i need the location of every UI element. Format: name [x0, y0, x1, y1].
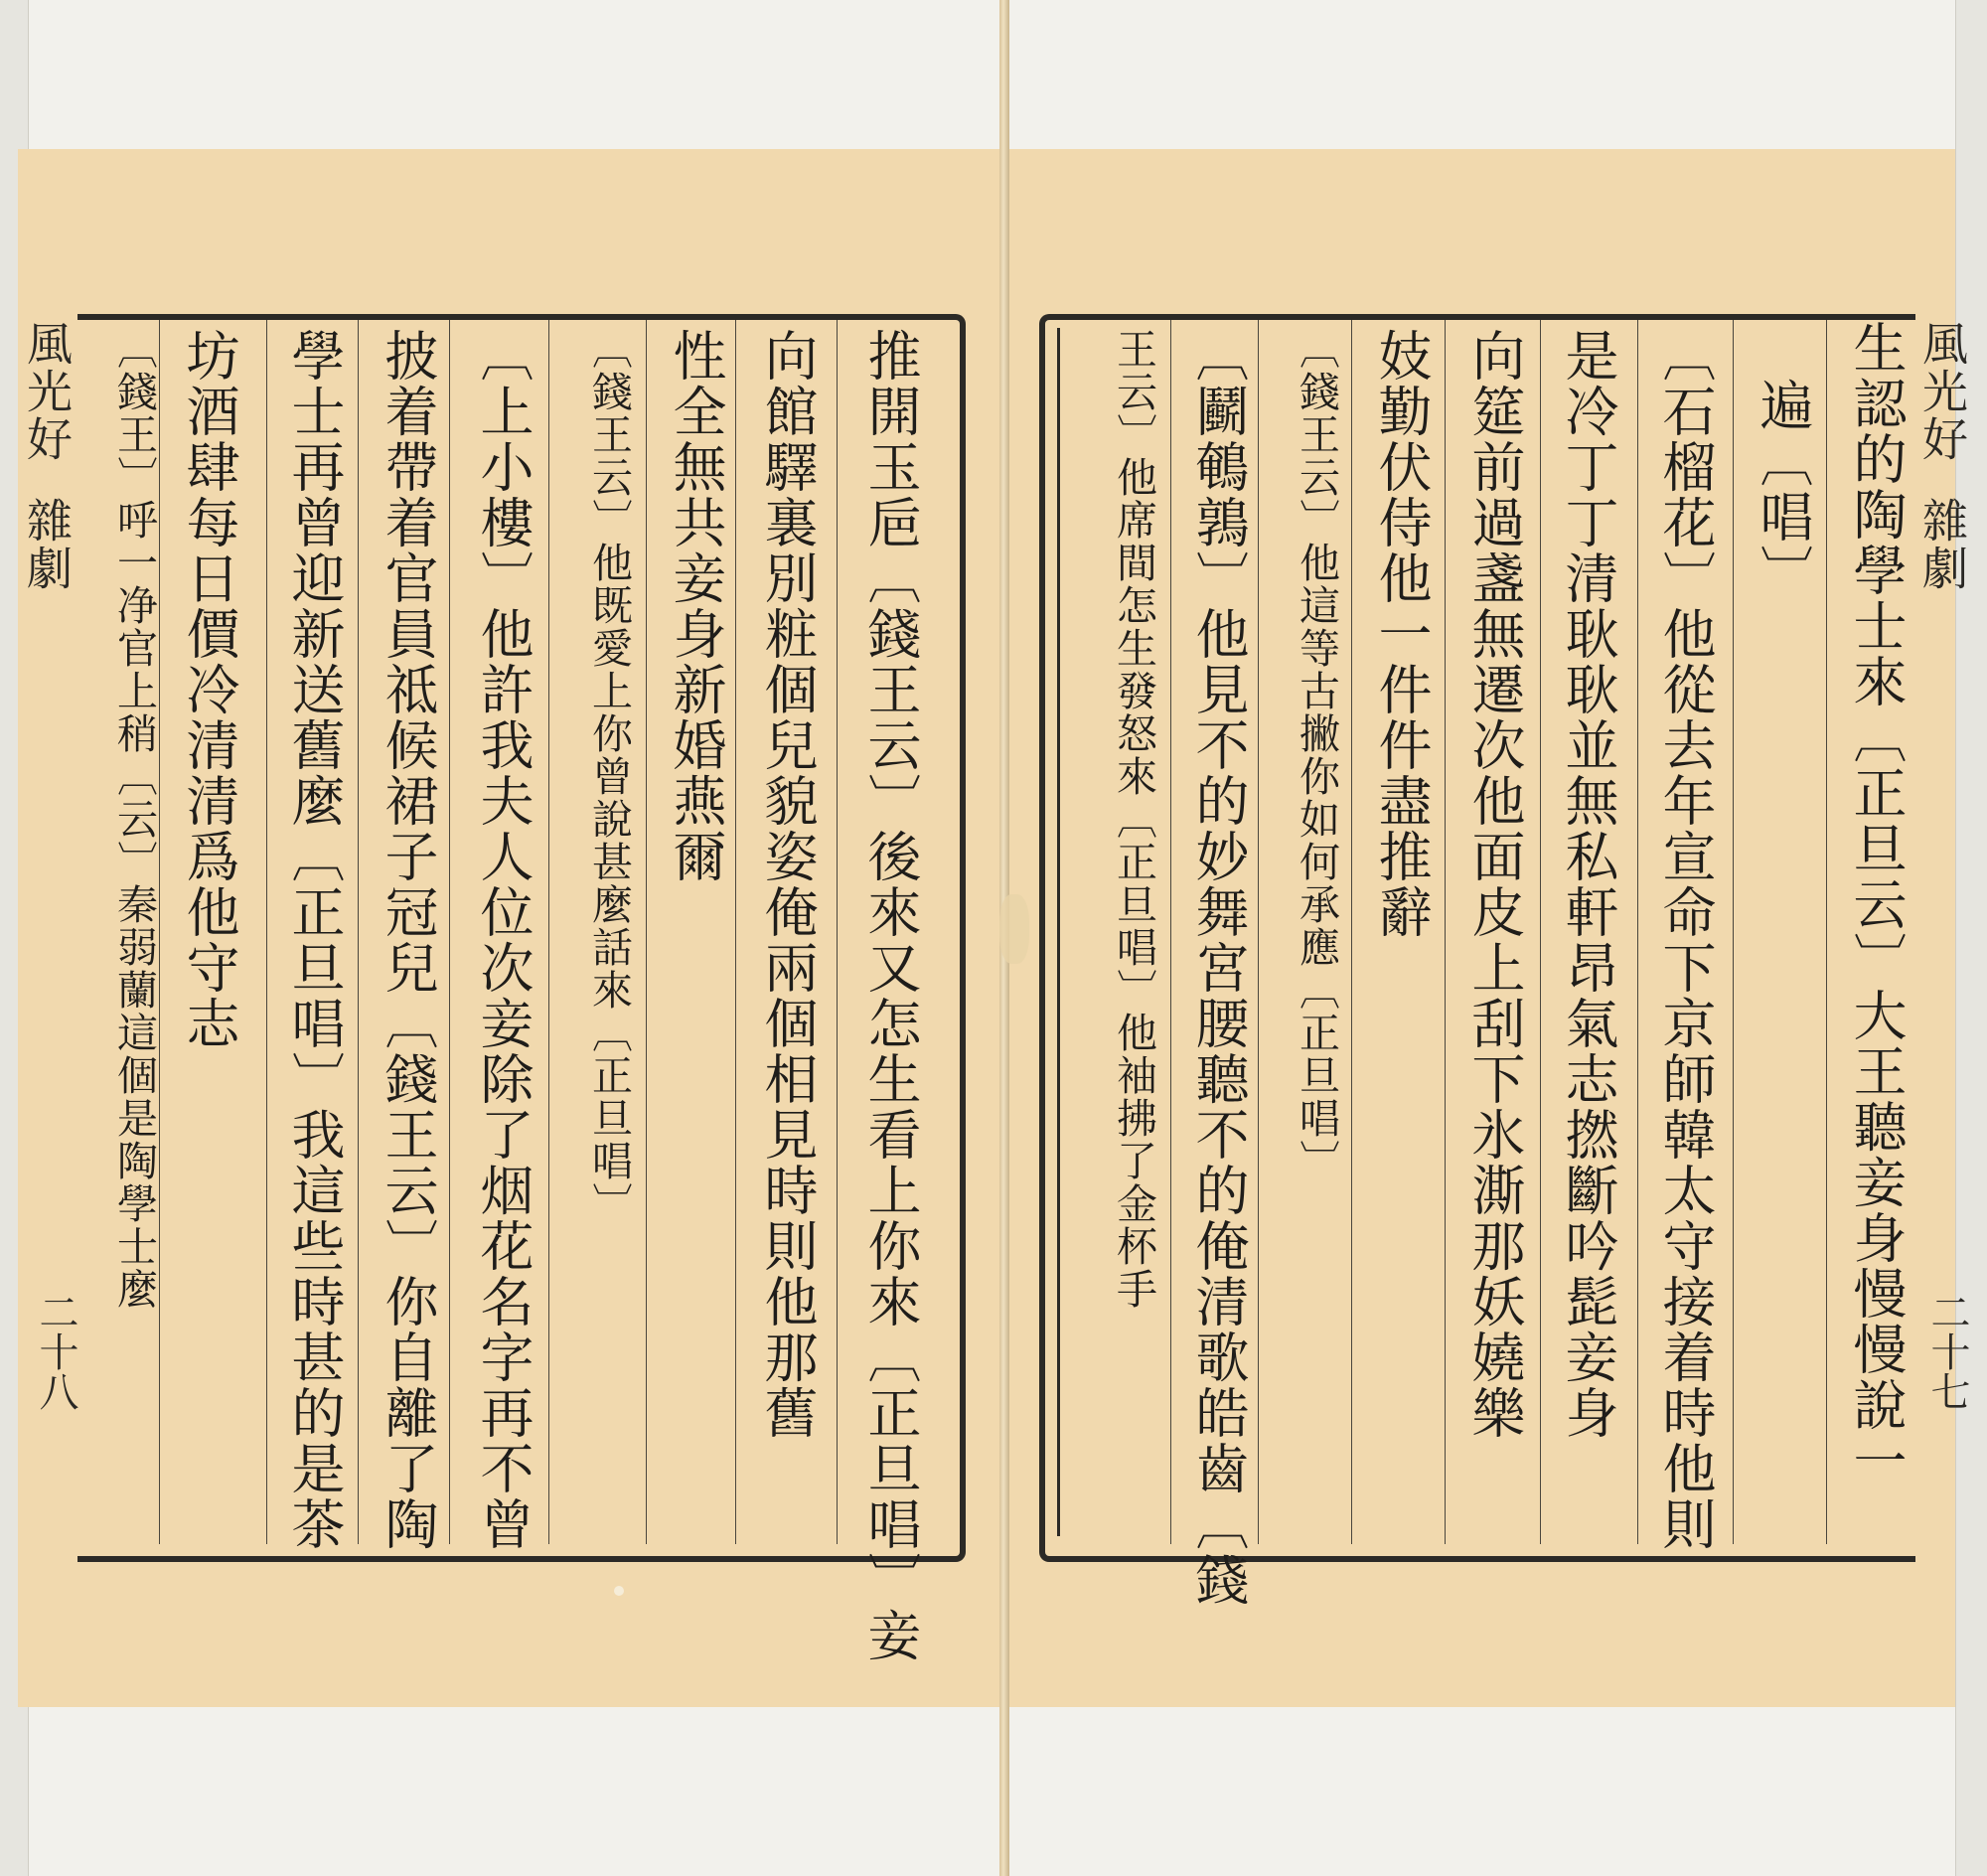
column-rule [1351, 320, 1352, 1544]
top-margin-background [0, 0, 1987, 149]
text-column: 〔錢王〕呼一净官上稍〔云〕秦弱蘭這個是陶學士麼 [110, 328, 158, 1311]
column-rule [358, 320, 359, 1544]
column-rule [735, 320, 736, 1544]
paper-blemish [614, 1586, 624, 1596]
column-rule [1258, 320, 1259, 1544]
text-column: 披着帶着官員祗候裙子冠兒〔錢王云〕你自離了陶 [377, 328, 439, 1552]
right-page-inner-border [1057, 328, 1060, 1536]
column-rule [548, 320, 549, 1544]
left-margin-section: 雜劇 [20, 497, 74, 592]
column-rule [1826, 320, 1827, 1544]
text-column: 王云〕他席間怎生發怒來〔正旦唱〕他袖拂了金杯手 [1110, 328, 1157, 1311]
text-column: 〔鬬鵪鶉〕他見不的妙舞宮腰聽不的俺清歌皓齒〔錢 [1187, 328, 1250, 1608]
right-page-stack-edge [1955, 0, 1987, 1876]
right-margin-title: 風光好 [1915, 320, 1969, 463]
column-rule [266, 320, 267, 1544]
column-rule [449, 320, 450, 1544]
text-column: 坊酒肆每日價冷清清爲他守志 [178, 328, 240, 1051]
bottom-margin-background [0, 1707, 1987, 1876]
text-column: 性全無共妾身新婚燕爾 [665, 328, 727, 884]
text-column: 遍〔唱〕 [1752, 378, 1814, 600]
text-column: 〔上小樓〕他許我夫人位次妾除了烟花名字再不曾 [472, 328, 535, 1552]
text-column: 推開玉巵〔錢王云〕後來又怎生看上你來〔正旦唱〕妾 [859, 328, 922, 1663]
left-page-number: 二十八 [33, 1292, 78, 1411]
column-rule [1170, 320, 1171, 1544]
text-column: 〔石榴花〕他從去年宣命下京師韓太守接着時他則 [1654, 328, 1717, 1552]
column-rule [646, 320, 647, 1544]
text-column: 學士再曾迎新送舊麼〔正旦唱〕我這些時甚的是茶 [283, 328, 346, 1552]
right-margin-section: 雜劇 [1915, 497, 1969, 592]
text-column: 生認的陶學士來〔正旦云〕大王聽妾身慢慢說一 [1845, 320, 1908, 1488]
gutter-stain [999, 894, 1029, 964]
text-column: 〔錢王云〕他既愛上你曾說甚麼話來〔正旦唱〕 [585, 328, 633, 1225]
column-rule [1733, 320, 1734, 1544]
text-column: 向館驛裏別粧個兒貌姿俺兩個相見時則他那舊 [756, 328, 819, 1441]
right-page-number: 二十七 [1924, 1292, 1970, 1411]
column-rule [1637, 320, 1638, 1544]
column-rule [837, 320, 838, 1544]
text-column: 〔錢王云〕他這等古撇你如何承應〔正旦唱〕 [1293, 328, 1340, 1182]
column-rule [1445, 320, 1446, 1544]
left-margin-title: 風光好 [20, 320, 74, 463]
text-column: 向筵前過盞無遷次他面皮上刮下氷澌那妖嬈樂 [1463, 328, 1526, 1441]
text-column: 妓勤伏侍他一件件盡推辭 [1370, 328, 1433, 940]
text-column: 是冷丁丁清耿耿並無私軒昂氣志撚斷吟髭妾身 [1557, 328, 1619, 1441]
column-rule [159, 320, 160, 1544]
column-rule [1540, 320, 1541, 1544]
